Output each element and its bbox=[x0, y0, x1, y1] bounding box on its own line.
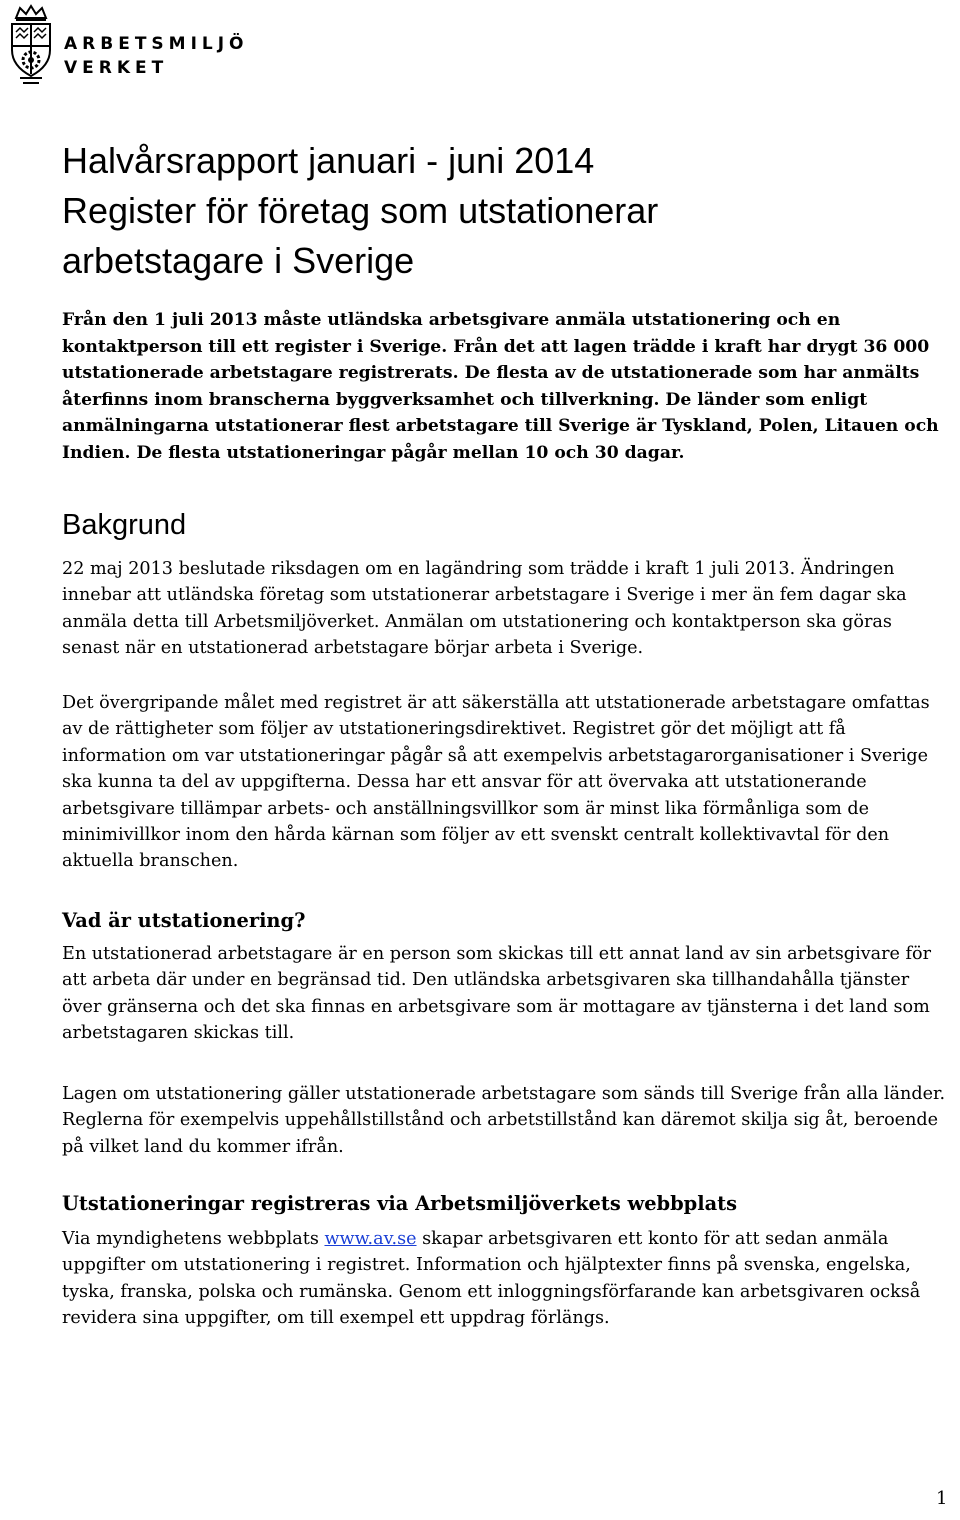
title-line-2: Register för företag som utstationerar bbox=[62, 190, 659, 231]
heading-vad-ar-utstationering: Vad är utstationering? bbox=[62, 909, 306, 932]
swedish-coat-of-arms-icon bbox=[6, 4, 56, 88]
agency-name-line2: VERKET bbox=[64, 58, 169, 78]
av-se-link[interactable]: www.av.se bbox=[324, 1229, 417, 1249]
title-line-3: arbetstagare i Sverige bbox=[62, 240, 415, 281]
agency-name-line1: ARBETSMILJÖ bbox=[64, 34, 249, 54]
lead-paragraph: Från den 1 juli 2013 måste utländska arbetsgivare anmäla utstationering och en kontaktperson till ett register i Sverige. Från det att lagen trädde i kraft har drygt 36 000 utstationerade arbetstagare registrerats. De flesta av de utstationerade som har anmälts återfinns inom branscherna byggverksamhet och tillverkning. De länder som enligt anmälningarna utstationerar flest arbetstagare till Sverige är Tyskland, Polen, Litauen och Indien. De flesta utstationeringar pågår mellan 10 och 30 dagar. bbox=[62, 310, 939, 463]
webb-paragraph-1 bbox=[62, 1226, 952, 1332]
bakgrund-paragraph-2: Det övergripande målet med registret är att säkerställa att utstationerade arbetstagare omfattas av de rättigheter som följer av utstationeringsdirektivet. Registret gör det möjligt att få information om var utstationeringar pågår så att exempelvis arbetstagarorganisationer i Sverige ska kunna ta del av uppgifterna. Dessa har ett ansvar för att övervaka att utstationerande arbetsgivare tillämpar arbets- och anställningsvillkor som är minst lika förmånliga som de minimivillkor inom den hårda kärnan som följer av ett svenskt centralt kollektivavtal för den aktuella branschen. bbox=[62, 693, 930, 872]
page-number: 1 bbox=[936, 1488, 948, 1509]
agency-logo bbox=[6, 4, 249, 94]
agency-name bbox=[64, 32, 249, 80]
vad-paragraph-1: En utstationerad arbetstagare är en person som skickas till ett annat land av sin arbetsgivare för att arbeta där under en begränsad tid. Den utländska arbetsgivaren ska tillhandahålla tjänster över gränserna och det ska finnas en arbetsgivare som är mottagare av tjänsterna i det land som arbetstagaren skickas till. bbox=[62, 944, 932, 1044]
webb-text-after: skapar arbetsgivaren ett konto för att sedan anmäla uppgifter om utstationering i registret. Information och hjälptexter finns på svenska, engelska, tyska, franska, polska och rumänska. Genom ett inloggningsförfarande kan arbetsgivaren också revidera sina uppgifter, om till exempel ett uppdrag förlängs. bbox=[62, 1229, 921, 1329]
vad-paragraph-2: Lagen om utstationering gäller utstationerade arbetstagare som sänds till Sverige från alla länder. Reglerna för exempelvis uppehållstillstånd och arbetstillstånd kan däremot skilja sig åt, beroende på vilket land du kommer ifrån. bbox=[62, 1084, 946, 1157]
bakgrund-paragraph-1: 22 maj 2013 beslutade riksdagen om en lagändring som trädde i kraft 1 juli 2013. Ändringen innebar att utländska företag som utstationerar arbetstagare i Sverige i mer än fem dagar ska anmäla detta till Arbetsmiljöverket. Anmälan om utstationering och kontaktperson ska göras senast när en utstationerad arbetstagare börjar arbeta i Sverige. bbox=[62, 559, 907, 659]
webb-text-before: Via myndighetens webbplats bbox=[62, 1229, 325, 1249]
page-title bbox=[62, 136, 942, 286]
title-line-1: Halvårsrapport januari - juni 2014 bbox=[62, 140, 595, 181]
heading-bakgrund: Bakgrund bbox=[62, 509, 187, 541]
heading-webbplats: Utstationeringar registreras via Arbetsmiljöverkets webbplats bbox=[62, 1192, 738, 1215]
